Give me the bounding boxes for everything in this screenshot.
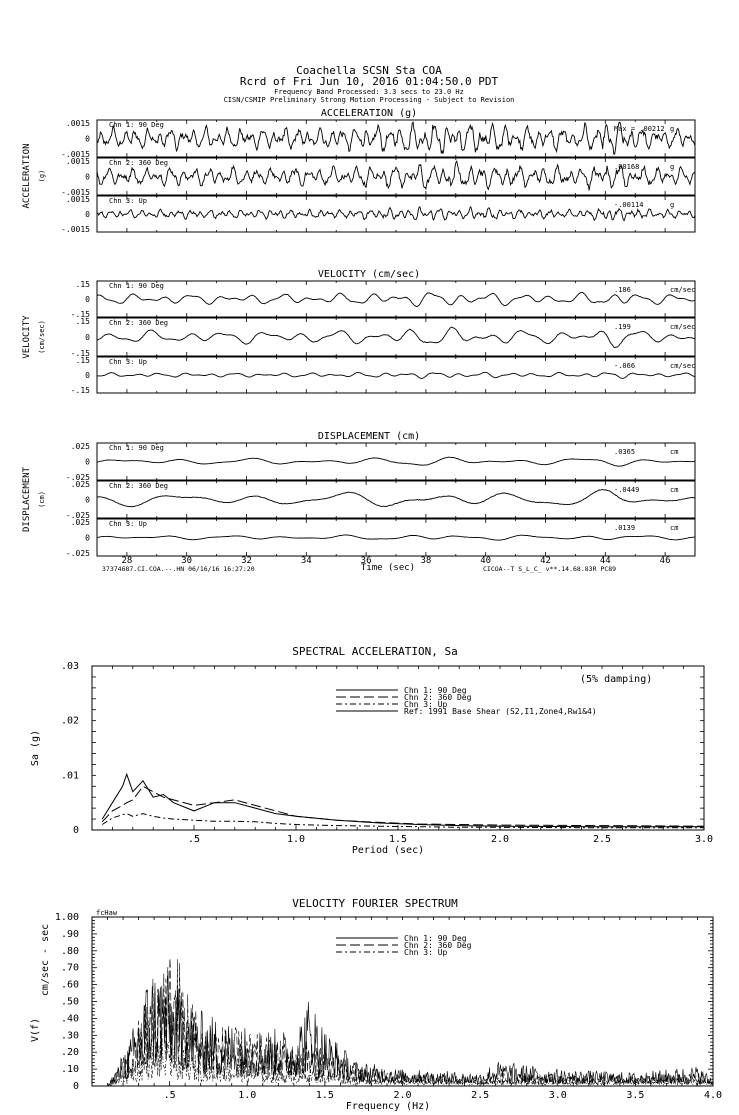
- y-tick-label: -.025: [65, 511, 90, 520]
- peak-unit: g: [670, 125, 675, 133]
- displacement-frame: [97, 481, 695, 518]
- y-tick-label: -.0015: [61, 150, 90, 159]
- fourier-x-tick-label: .5: [163, 1090, 176, 1101]
- fourier-y-label-bottom: V(f): [30, 1017, 41, 1043]
- channel-label: Chn 3: Up: [109, 358, 147, 366]
- y-tick-label: 0: [85, 533, 90, 543]
- fourier-legend-label: Chn 3: Up: [404, 948, 448, 957]
- time-tick-label: 38: [420, 556, 432, 566]
- velocity-channel-1: [71, 280, 696, 319]
- acceleration-title: ACCELERATION (g): [320, 108, 418, 119]
- spectral-acceleration-chart: [30, 645, 713, 856]
- displacement-frame: [97, 519, 695, 556]
- damping-annotation: (5% damping): [580, 674, 653, 685]
- fourier-corner-label: fcHaw: [96, 909, 118, 917]
- y-tick-label: 0: [85, 210, 90, 219]
- y-tick-label: -.15: [70, 310, 90, 319]
- spectral-y-tick-label: .03: [60, 661, 79, 672]
- velocity-channel-3: [71, 356, 696, 395]
- channel-label: Chn 2: 360 Deg: [109, 482, 169, 490]
- fourier-y-tick-label: .50: [60, 996, 79, 1008]
- spectral-x-label: Period (sec): [351, 845, 425, 856]
- y-tick-label: .15: [75, 356, 90, 365]
- peak-value: .186: [614, 286, 631, 294]
- peak-value: -.00114: [614, 201, 644, 209]
- spectral-x-tick-label: 2.0: [490, 834, 510, 845]
- channel-label: Chn 1: 90 Deg: [109, 121, 164, 129]
- y-tick-label: .0015: [65, 195, 90, 204]
- spectral-y-tick-label: 0: [72, 825, 79, 836]
- time-axis-label: Time (sec): [360, 563, 416, 573]
- footer-left: 37374687.CI.COA.--.HN 06/16/16 16:27:20: [102, 565, 255, 573]
- velocity-trace-2: [97, 327, 695, 348]
- spectral-legend-label: Chn 2: 360 Deg: [404, 693, 472, 702]
- fourier-x-tick-label: 1.5: [315, 1090, 334, 1101]
- peak-unit: cm: [670, 524, 679, 532]
- spectral-y-tick-label: .01: [60, 770, 79, 782]
- velocity-fourier-chart: [30, 897, 722, 1112]
- time-tick-label: 36: [360, 556, 372, 566]
- peak-value: .00168: [614, 163, 640, 171]
- peak-value: -.066: [614, 362, 636, 370]
- y-tick-label: -.0015: [61, 188, 90, 197]
- spectral-legend-label: Chn 3: Up: [404, 700, 448, 709]
- y-tick-label: -.15: [70, 386, 90, 395]
- acceleration-trace-1: [97, 122, 695, 154]
- displacement-channel-1: [66, 442, 695, 482]
- spectral-x-tick-label: 1.0: [286, 834, 306, 845]
- footer-right: CICOA--T S_L_C_ v**.14.68.83R PC89: [483, 565, 617, 573]
- fourier-x-tick-label: 4.0: [703, 1090, 723, 1101]
- spectral-y-label: Sa (g): [30, 729, 41, 767]
- velocity-channel-2: [71, 317, 696, 358]
- peak-value: Max = .00212: [614, 125, 665, 133]
- time-tick-label: 30: [181, 556, 193, 566]
- peak-value: .0365: [614, 448, 636, 456]
- time-tick-label: 42: [540, 556, 551, 566]
- acceleration-frame: [97, 158, 695, 195]
- displacement-trace-2: [97, 489, 695, 506]
- fourier-x-tick-label: 2.0: [393, 1090, 412, 1101]
- acceleration-trace-2: [97, 161, 695, 190]
- fourier-y-tick-label: .10: [60, 1064, 79, 1076]
- fourier-x-label: Frequency (Hz): [345, 1101, 431, 1112]
- time-tick-label: 28: [121, 556, 133, 566]
- time-tick-label: 34: [300, 556, 312, 566]
- spectral-x-tick-label: 3.0: [694, 834, 714, 845]
- y-tick-label: 0: [85, 371, 90, 380]
- displacement-frame: [97, 443, 695, 480]
- displacement-title: DISPLACEMENT (cm): [317, 431, 421, 442]
- velocity-trace-3: [97, 372, 695, 378]
- acceleration-channel-2: [61, 157, 695, 197]
- time-series-panels: [22, 108, 695, 573]
- disclaimer-text: CISN/CSMIP Preliminary Strong Motion Processing - Subject to Revision: [223, 96, 515, 104]
- acceleration-unit-label: (g): [38, 169, 46, 183]
- y-tick-label: .025: [70, 518, 90, 527]
- spectral-x-tick-label: 1.5: [388, 834, 408, 845]
- time-tick-label: 32: [241, 556, 252, 566]
- fourier-y-tick-label: .60: [60, 979, 79, 991]
- time-tick-label: 46: [659, 556, 671, 566]
- peak-unit: g: [670, 163, 675, 171]
- fourier-x-tick-label: 2.5: [471, 1090, 490, 1101]
- y-tick-label: 0: [85, 172, 90, 182]
- channel-label: Chn 2: 360 Deg: [109, 159, 169, 167]
- y-tick-label: 0: [85, 134, 90, 144]
- fourier-series-2: [100, 958, 713, 1086]
- peak-unit: cm: [670, 486, 679, 494]
- displacement-channel-3: [66, 518, 695, 558]
- record-title: Rcrd of Fri Jun 10, 2016 01:04:50.0 PDT: [239, 75, 499, 88]
- displacement-side-label: DISPLACEMENT: [22, 466, 32, 533]
- time-axis: [102, 556, 671, 573]
- time-tick-label: 40: [480, 556, 492, 566]
- spectral-x-tick-label: .5: [187, 834, 201, 845]
- displacement-channel-2: [66, 480, 695, 520]
- fourier-x-tick-label: 3.5: [626, 1090, 645, 1101]
- channel-label: Chn 2: 360 Deg: [109, 319, 169, 327]
- velocity-trace-1: [97, 292, 695, 306]
- y-tick-label: .025: [70, 442, 90, 451]
- spectral-series-1: [102, 774, 704, 827]
- spectral-frame: [92, 666, 704, 830]
- acceleration-side-label: ACCELERATION: [22, 143, 32, 209]
- displacement-unit-label: (cm): [38, 491, 46, 508]
- fourier-y-tick-label: 0: [72, 1081, 79, 1092]
- fourier-y-tick-label: 1.00: [54, 912, 79, 923]
- peak-value: -.0449: [614, 486, 640, 494]
- panel-velocity: [22, 269, 695, 395]
- velocity-frame: [97, 281, 695, 317]
- panel-displacement: [22, 431, 695, 558]
- peak-value: .199: [614, 323, 631, 331]
- channel-label: Chn 1: 90 Deg: [109, 444, 164, 452]
- fourier-legend-label: Chn 2: 360 Deg: [404, 941, 472, 950]
- spectral-title: SPECTRAL ACCELERATION, Sa: [292, 645, 458, 658]
- y-tick-label: 0: [85, 457, 90, 467]
- displacement-trace-3: [97, 535, 695, 540]
- peak-unit: cm/sec: [670, 362, 696, 370]
- y-tick-label: .0015: [65, 119, 90, 128]
- fourier-y-tick-label: .80: [60, 945, 79, 957]
- peak-unit: cm: [670, 448, 679, 456]
- peak-unit: cm/sec: [670, 286, 696, 294]
- y-tick-label: -.0015: [61, 225, 90, 234]
- acceleration-channel-3: [61, 195, 695, 234]
- fourier-y-label-top: cm/sec - sec: [40, 923, 51, 997]
- velocity-title: VELOCITY (cm/sec): [317, 269, 421, 280]
- fourier-x-tick-label: 3.0: [548, 1090, 567, 1101]
- y-tick-label: 0: [85, 495, 90, 505]
- spectral-x-tick-label: 2.5: [592, 834, 612, 845]
- displacement-trace-1: [97, 457, 695, 466]
- peak-unit: g: [670, 201, 675, 209]
- fourier-x-tick-label: 1.0: [238, 1090, 257, 1101]
- y-tick-label: 0: [85, 295, 90, 304]
- y-tick-label: .0015: [65, 157, 90, 166]
- peak-unit: cm/sec: [670, 323, 696, 331]
- spectral-y-tick-label: .02: [60, 715, 79, 727]
- time-tick-label: 44: [599, 556, 611, 566]
- y-tick-label: -.025: [65, 473, 90, 482]
- peak-value: .0139: [614, 524, 636, 532]
- spectral-legend-label: Ref: 1991 Base Shear (S2,I1,Zone4,Rw1&4): [404, 707, 597, 716]
- velocity-side-label: VELOCITY: [22, 315, 32, 359]
- spectral-legend-label: Chn 1: 90 Deg: [404, 686, 467, 695]
- panel-acceleration: [22, 108, 695, 234]
- band-text: Frequency Band Processed: 3.3 secs to 23.0 Hz: [274, 88, 464, 96]
- velocity-frame: [97, 357, 695, 393]
- y-tick-label: -.025: [65, 549, 90, 558]
- acceleration-frame: [97, 196, 695, 232]
- fourier-y-tick-label: .30: [60, 1030, 79, 1042]
- channel-label: Chn 3: Up: [109, 520, 147, 528]
- station-title: Coachella SCSN Sta COA: [296, 64, 442, 77]
- velocity-unit-label: (cm/sec): [38, 320, 46, 354]
- y-tick-label: .025: [70, 480, 90, 489]
- fourier-y-tick-label: .70: [60, 962, 79, 974]
- channel-label: Chn 1: 90 Deg: [109, 282, 164, 290]
- acceleration-channel-1: [61, 119, 695, 159]
- fourier-title: VELOCITY FOURIER SPECTRUM: [292, 897, 458, 910]
- y-tick-label: 0: [85, 333, 90, 342]
- acceleration-frame: [97, 120, 695, 157]
- acceleration-trace-3: [97, 207, 695, 221]
- fourier-y-tick-label: .40: [60, 1013, 79, 1025]
- fourier-legend-label: Chn 1: 90 Deg: [404, 934, 467, 943]
- fourier-y-tick-label: .90: [60, 928, 79, 940]
- y-tick-label: .15: [75, 317, 90, 326]
- channel-label: Chn 3: Up: [109, 197, 147, 205]
- y-tick-label: -.15: [70, 349, 90, 358]
- y-tick-label: .15: [75, 280, 90, 289]
- fourier-y-tick-label: .20: [60, 1047, 79, 1059]
